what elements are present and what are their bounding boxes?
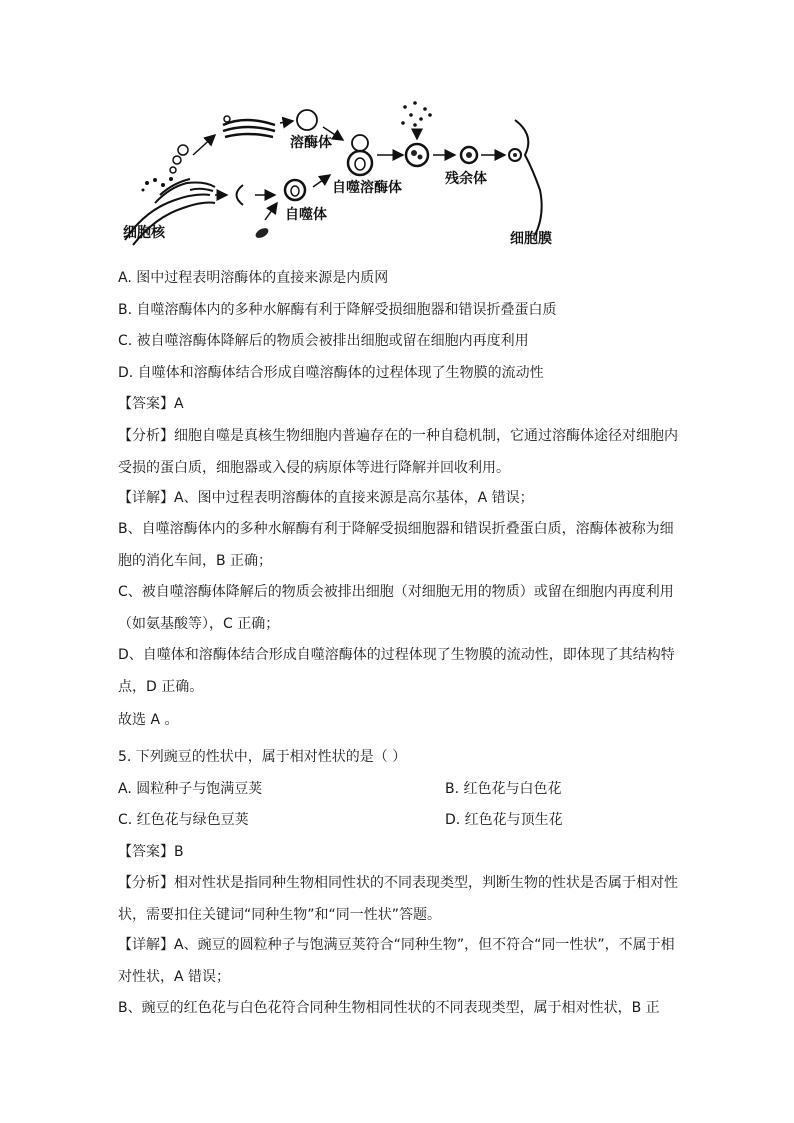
nucleus-label: 细胞核 [123, 225, 165, 241]
cell-membrane-curve [515, 120, 542, 235]
q4-analysis: 【分析】细胞自噬是真核生物细胞内普遍存在的一种自稳机制，它通过溶酶体途径对细胞内受损的蛋白质，细胞器或入侵的病原体等进行降解并回收利用。 [118, 428, 678, 476]
residual-body-shape [461, 147, 477, 163]
q4-detail-d: D、自噬体和溶酶体结合形成自噬溶酶体的过程体现了生物膜的流动性，即体现了其结构特点，D 正确。 [118, 647, 675, 695]
q5-detail-a: 【详解】A、豌豆的圆粒种子与饱满豆荚符合“同种生物”，但不符合“同一性状”，不属于相对性状，A 错误； [118, 937, 675, 985]
residual-body-label: 残余体 [445, 171, 487, 187]
q4-option-d: D. 自噬体和溶酶体结合形成自噬溶酶体的过程体现了生物膜的流动性 [118, 365, 544, 381]
exocytosis-shape [509, 149, 521, 161]
q4-detail-c: C、被自噬溶酶体降解后的物质会被排出细胞（对细胞无用的物质）或留在细胞内再度利用（如氨基酸等），C 正确； [118, 584, 674, 632]
q5-option-d: D. 红色花与顶生花 [445, 812, 563, 828]
q4-option-b: B. 自噬溶酶体内的多种水解酶有利于降解受损细胞器和错误折叠蛋白质 [118, 302, 557, 318]
mitochondrion-shape [254, 226, 270, 240]
q5-analysis: 【分析】相对性状是指同种生物相同性状的不同表现类型，判断生物的性状是否属于相对性状，需要扣住关键词“同种生物”和“同一性状”答题。 [118, 875, 678, 923]
q5-stem: 5. 下列豌豆的性状中，属于相对性状的是（ ） [118, 749, 407, 765]
q4-answer: 【答案】A [118, 396, 184, 412]
q5-option-c: C. 红色花与绿色豆荚 [118, 812, 249, 828]
lysosome-shape [297, 110, 317, 130]
q4-detail-a: 【详解】A、图中过程表明溶酶体的直接来源是高尔基体，A 错误； [118, 490, 534, 506]
q4-option-a: A. 图中过程表明溶酶体的直接来源是内质网 [118, 270, 389, 286]
autolysosome-label: 自噬溶酶体 [332, 180, 402, 196]
q5-answer: 【答案】B [118, 844, 184, 860]
q5-option-a: A. 圆粒种子与饱满豆荚 [118, 781, 263, 797]
golgi-shape [223, 120, 275, 137]
q5-detail-b: B、豌豆的红色花与白色花符合同种生物相同性状的不同表现类型，属于相对性状，B 正 [118, 1000, 660, 1016]
q5-option-b: B. 红色花与白色花 [445, 781, 562, 797]
arrow-to-golgi [193, 135, 215, 155]
lysosome-label: 溶酶体 [290, 135, 332, 151]
q4-detail-b: B、自噬溶酶体内的多种水解酶有利于降解受损细胞器和错误折叠蛋白质，溶酶体被称为细胞的消化车间，B 正确； [118, 521, 674, 569]
q4-option-c: C. 被自噬溶酶体降解后的物质会被排出细胞或留在细胞内再度利用 [118, 333, 529, 349]
autolysosome-shape [348, 135, 372, 175]
rising-vesicles [170, 145, 188, 173]
autophagosome-label: 自噬体 [285, 207, 327, 223]
q4-conclusion: 故选 A 。 [118, 712, 179, 728]
autophagosome-shape [285, 180, 305, 200]
released-products-dots [401, 101, 432, 127]
phagophore-shape [237, 185, 244, 205]
digesting-vesicle-shape [406, 144, 428, 166]
autophagy-diagram [115, 95, 555, 255]
membrane-label: 细胞膜 [510, 231, 552, 247]
